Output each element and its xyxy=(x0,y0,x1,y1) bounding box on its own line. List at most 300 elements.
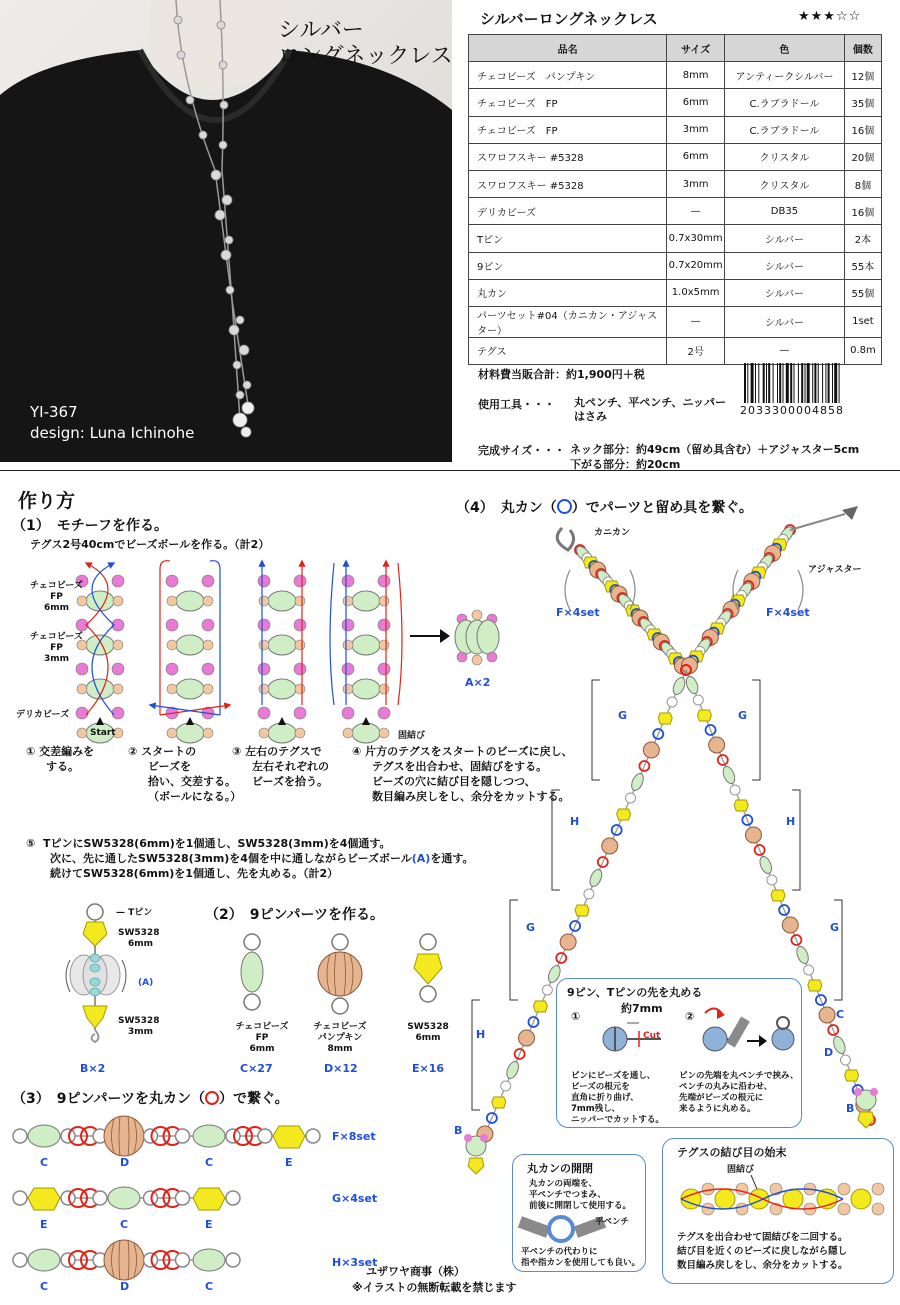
label-g-left2: G xyxy=(526,921,536,934)
fp-bead xyxy=(176,723,204,743)
fp-bead xyxy=(352,591,380,611)
label-c-right: C xyxy=(836,1008,845,1021)
start-marker xyxy=(278,717,286,725)
fp-bead xyxy=(352,723,380,743)
delica-bead xyxy=(294,707,306,719)
step1-desc-3: ③ 左右のテグスで 左右それぞれの ビーズを拾う。 xyxy=(232,745,329,788)
step1-subtitle: テグス2号40cmでビーズボールを作る。（計2） xyxy=(30,538,270,551)
pin-loop xyxy=(767,875,777,885)
start-marker xyxy=(96,717,104,725)
count-d: D×12 xyxy=(324,1062,358,1075)
table-row xyxy=(469,306,882,337)
label-g-left1: G xyxy=(618,709,628,722)
label-tpin: — Tピン xyxy=(116,908,153,918)
pumpkin-bead xyxy=(709,737,725,753)
start-marker xyxy=(362,717,370,725)
pumpkin-bead xyxy=(104,1116,144,1156)
crystal-bead xyxy=(575,905,589,916)
barcode-bar xyxy=(786,363,789,403)
fp3-bead xyxy=(167,640,177,650)
knot-small-bead xyxy=(838,1203,850,1215)
delica-bead xyxy=(112,575,124,587)
table-cell: — xyxy=(667,198,725,225)
knot-small-bead xyxy=(736,1203,748,1215)
pin-loop xyxy=(93,1191,107,1205)
barcode-bar xyxy=(747,363,748,403)
bracket-h-left1 xyxy=(552,790,560,890)
delica-bead xyxy=(378,575,390,587)
ring-red-icon xyxy=(205,1091,219,1105)
fp3-bead xyxy=(259,596,269,606)
fp3-bead xyxy=(259,684,269,694)
table-cell: シルバー xyxy=(725,279,845,306)
crystal-bead xyxy=(845,1070,859,1081)
crystal-bead xyxy=(658,713,672,724)
table-cell: クリスタル xyxy=(725,143,845,170)
barcode-bar xyxy=(794,363,795,403)
table-cell: チェコビーズ パンプキン xyxy=(469,62,667,89)
crystal-bead xyxy=(734,800,748,811)
fp-bead xyxy=(794,945,810,965)
fp3-bead xyxy=(379,640,389,650)
delica-bead xyxy=(378,663,390,675)
fp3-bead xyxy=(295,596,305,606)
table-cell: パーツセット#04（カニカン・アジャスター） xyxy=(469,306,667,337)
fp-bead xyxy=(671,676,687,696)
knot-bead xyxy=(715,1189,735,1209)
pin-loop xyxy=(840,1055,850,1065)
label-d-right: D xyxy=(824,1046,834,1059)
barcode-bar xyxy=(828,363,830,403)
table-cell: 35個 xyxy=(844,89,881,116)
delica-bead xyxy=(258,575,270,587)
bracket-g-left1 xyxy=(592,680,600,780)
fp3-bead xyxy=(113,640,123,650)
table-cell: チェコビーズ FP xyxy=(469,116,667,143)
bracket-g-right2 xyxy=(834,900,842,1000)
fp3-bead xyxy=(259,728,269,738)
count-a: A×2 xyxy=(465,676,491,689)
table-row xyxy=(469,170,882,197)
thread-blue xyxy=(330,563,334,705)
pumpkin-bead xyxy=(602,838,618,854)
pin-loop xyxy=(306,1129,320,1143)
table-cell: 9ピン xyxy=(469,252,667,279)
part-e-icon xyxy=(414,934,442,1002)
delica-bead xyxy=(378,619,390,631)
part-c-label: チェコビーズ FP 6mm xyxy=(235,1022,289,1054)
table-cell: アンティークシルバー xyxy=(725,62,845,89)
fp3-bead xyxy=(343,640,353,650)
barcode-bar xyxy=(783,363,784,403)
pin-parts-diagram xyxy=(220,930,460,1020)
crystal-bead xyxy=(28,1188,60,1210)
step2-title: （2） 9ピンパーツを作る。 xyxy=(205,907,384,923)
barcode-bar xyxy=(777,363,778,403)
connected-parts-diagram xyxy=(14,1112,324,1292)
fp-bead xyxy=(684,675,700,695)
table-cell: 0.7x20mm xyxy=(667,252,725,279)
label-f4-left: F×4set xyxy=(556,606,600,619)
delica-bead xyxy=(76,707,88,719)
delica-bead xyxy=(342,619,354,631)
barcode-bar xyxy=(807,363,810,403)
strand-upper-right xyxy=(681,524,796,675)
pumpkin-bead xyxy=(519,1030,535,1046)
knot-bead xyxy=(783,1189,803,1209)
table-row xyxy=(469,225,882,252)
pin-loop xyxy=(693,695,703,705)
barcode-bar xyxy=(822,363,823,403)
count-g: G×4set xyxy=(332,1192,378,1205)
lobster-clasp-icon xyxy=(557,528,573,550)
table-cell: 6mm xyxy=(667,89,725,116)
pin-loop xyxy=(176,1253,190,1267)
chain-f-label: C xyxy=(205,1156,214,1169)
step1-desc-4: ④ 片方のテグスをスタートのビーズに戻し、 テグスを出合わせ、固結びをする。 ビーズの穴に結び目を隠しつつ、 数目編み戻しをし、余分をカットする。 xyxy=(352,745,573,803)
photo-caption xyxy=(30,402,194,444)
knot-finish-panel xyxy=(662,1138,894,1284)
label-g-right2: G xyxy=(830,921,840,934)
table-row xyxy=(469,198,882,225)
product-photo xyxy=(0,0,452,462)
fp-bead xyxy=(176,679,204,699)
fp3-bead xyxy=(379,684,389,694)
delica-bead xyxy=(258,619,270,631)
table-cell: シルバー xyxy=(725,252,845,279)
fp-bead xyxy=(86,635,114,655)
table-cell: 0.7x30mm xyxy=(667,225,725,252)
beadball-stage-1 xyxy=(76,563,124,743)
start-marker xyxy=(186,717,194,725)
knot-small-bead xyxy=(872,1183,884,1195)
table-cell: 2本 xyxy=(844,225,881,252)
barcode-number: 2033300004858 xyxy=(740,404,844,417)
fp-bead xyxy=(831,1035,847,1055)
fp3-bead xyxy=(203,684,213,694)
label-h-left2: H xyxy=(476,1028,486,1041)
knot-bead xyxy=(851,1189,871,1209)
pin-rounding-panel xyxy=(556,978,802,1128)
fp-bead xyxy=(176,591,204,611)
fp-bead xyxy=(86,591,114,611)
barcode-bar xyxy=(832,363,833,403)
pin-cut-label: Cut xyxy=(643,1031,661,1041)
pumpkin-bead xyxy=(745,827,761,843)
pendant-delica xyxy=(464,1134,472,1142)
product-code: YI-367 xyxy=(30,403,78,421)
pumpkin-bead xyxy=(560,934,576,950)
section-divider xyxy=(0,470,900,471)
pin-loop xyxy=(667,697,677,707)
pin-panel-title: 9ピン、Tピンの先を丸める xyxy=(567,986,703,999)
pendant-b-icon xyxy=(464,1134,488,1174)
chain-f xyxy=(13,1116,320,1156)
fp3-bead xyxy=(379,596,389,606)
table-cell: 3mm xyxy=(667,116,725,143)
fp-bead xyxy=(193,1125,225,1147)
f-set-arc xyxy=(565,570,570,610)
pin-loop xyxy=(626,793,636,803)
pumpkin-bead xyxy=(782,917,798,933)
materials-col-header: サイズ xyxy=(667,35,725,62)
table-row xyxy=(469,252,882,279)
chain-g-label: E xyxy=(205,1218,213,1231)
crystal-bead xyxy=(771,890,785,901)
chain-f-label: D xyxy=(120,1156,130,1169)
size-values xyxy=(570,442,859,472)
table-cell: Tピン xyxy=(469,225,667,252)
knot-panel-label: 固結び xyxy=(727,1165,755,1175)
fp-bead xyxy=(268,679,296,699)
pin-loop xyxy=(226,1191,240,1205)
difficulty-stars: ★★★☆☆ xyxy=(798,9,862,24)
barcode-bar xyxy=(758,363,759,403)
knot-small-bead xyxy=(872,1203,884,1215)
delica-bead xyxy=(294,663,306,675)
barcode-bar xyxy=(801,363,803,403)
chain-g-label: C xyxy=(120,1218,129,1231)
table-row xyxy=(469,116,882,143)
pin-loop xyxy=(226,1253,240,1267)
delica-bead xyxy=(294,575,306,587)
barcode-bar xyxy=(744,363,746,403)
delica-bead xyxy=(112,663,124,675)
pin-length: 約7mm xyxy=(621,1002,663,1015)
fp-bead xyxy=(268,591,296,611)
count-f: F×8set xyxy=(332,1130,376,1143)
fp3-bead xyxy=(379,728,389,738)
product-title: シルバーロングネックレス xyxy=(480,10,658,28)
pumpkin-bead xyxy=(104,1240,144,1280)
step5-text: ⑤ TピンにSW5328(6mm)を1個通し、SW5328(3mm)を4個通す。 次に、先に通したSW5328(3mm)を4個を中に通しながらビーズボール(A)を通す。 続けてSW5328(6mm)を1個通し、先を丸める。（計2） xyxy=(26,837,474,880)
count-b: B×2 xyxy=(80,1062,106,1075)
pin-step2-desc: ピンの先端を丸ペンチで挟み、 ペンチの丸みに沿わせ、 先端がビーズの根元に 来るように丸める。 xyxy=(679,1071,799,1114)
barcode-bar xyxy=(751,363,754,403)
f-set-arc xyxy=(798,570,803,610)
tools-line1: 丸ペンチ、平ペンチ、ニッパー xyxy=(574,396,727,409)
pendant-delica xyxy=(480,1134,488,1142)
fp3-bead xyxy=(295,728,305,738)
crystal-bead xyxy=(697,710,711,721)
beadball-stage-4 xyxy=(330,561,402,743)
beadball-stage-2 xyxy=(150,561,230,743)
table-row xyxy=(469,279,882,306)
fp3-bead xyxy=(343,728,353,738)
table-cell: シルバー xyxy=(725,306,845,337)
label-b-right: B xyxy=(846,1102,855,1115)
copyright-note: ※イラストの無断転載を禁じます xyxy=(352,1281,517,1294)
materials-col-header: 色 xyxy=(725,35,845,62)
knot-panel-title: テグスの結び目の始末 xyxy=(677,1146,787,1159)
label-fp6: チェコビーズ FP 6mm xyxy=(30,581,83,613)
beadball-stage-3 xyxy=(258,561,306,743)
chain-h-label: C xyxy=(40,1280,49,1293)
chain-g-label: E xyxy=(40,1218,48,1231)
fp-bead xyxy=(758,855,774,875)
fp-bead xyxy=(108,1187,140,1209)
table-cell: — xyxy=(667,306,725,337)
delica-bead xyxy=(166,663,178,675)
materials-header-row xyxy=(469,35,882,62)
fp-bead xyxy=(176,635,204,655)
barcode-bar xyxy=(763,363,765,403)
thread-red xyxy=(398,563,402,705)
adjuster-tip-icon xyxy=(842,506,858,520)
ring-panel-note: 平ペンチの代わりに 指や指カンを使用しても良い。 xyxy=(521,1247,641,1268)
chain-h-label: D xyxy=(120,1280,130,1293)
table-row xyxy=(469,337,882,364)
part-d-icon xyxy=(318,934,362,1014)
delica-bead xyxy=(202,575,214,587)
fp-bead xyxy=(268,723,296,743)
delica-bead xyxy=(342,575,354,587)
fp3-bead xyxy=(203,640,213,650)
material-price: 材料費当販合計：約1,900円＋税 xyxy=(478,368,645,381)
label-sw6: SW5328 6mm xyxy=(118,928,160,949)
materials-table xyxy=(468,34,882,365)
table-cell: 丸カン xyxy=(469,279,667,306)
fp3-bead xyxy=(167,684,177,694)
table-cell: 1set xyxy=(844,306,881,337)
ring-open-panel xyxy=(512,1154,646,1272)
knot-small-bead xyxy=(838,1183,850,1195)
knot-small-bead xyxy=(736,1183,748,1195)
part-c-icon xyxy=(241,934,263,1010)
crystal-bead xyxy=(492,1097,506,1108)
pin-step2-num: ② xyxy=(685,1010,695,1023)
label-sw3: SW5328 3mm xyxy=(118,1016,160,1037)
fp-bead xyxy=(268,635,296,655)
label-b-left: B xyxy=(454,1124,463,1137)
table-cell: スワロフスキー #5328 xyxy=(469,170,667,197)
bracket-h-left2 xyxy=(472,1000,480,1110)
delica-bead xyxy=(258,663,270,675)
label-f4-right: F×4set xyxy=(766,606,810,619)
crystal-bead xyxy=(617,809,631,820)
table-cell: シルバー xyxy=(725,225,845,252)
materials-col-header: 品名 xyxy=(469,35,667,62)
barcode-bar xyxy=(818,363,819,403)
fp3-bead xyxy=(203,596,213,606)
pumpkin-bead xyxy=(643,742,659,758)
photo-title xyxy=(278,18,452,70)
size-line1: ネック部分：約49cm（留め具含む）＋アジャスター5cm xyxy=(570,443,860,456)
table-cell: 55個 xyxy=(844,279,881,306)
table-cell: 16個 xyxy=(844,116,881,143)
count-c: C×27 xyxy=(240,1062,273,1075)
table-cell: 20個 xyxy=(844,143,881,170)
step3-title: （3） 9ピンパーツを丸カン（ ）で繋ぐ。 xyxy=(12,1091,289,1107)
size-line2: 下がる部分：約20cm xyxy=(570,458,681,471)
fp3-bead xyxy=(113,684,123,694)
fp-bead xyxy=(352,679,380,699)
table-cell: — xyxy=(725,337,845,364)
pin-loop xyxy=(730,785,740,795)
barcode-bar xyxy=(773,363,774,403)
barcode-bar xyxy=(779,363,781,403)
pin-loop xyxy=(13,1191,27,1205)
ring-panel-title: 丸カンの開閉 xyxy=(527,1162,593,1175)
fp3-bead xyxy=(259,640,269,650)
table-cell: チェコビーズ FP xyxy=(469,89,667,116)
materials-col-header: 個数 xyxy=(844,35,881,62)
label-fp3: チェコビーズ FP 3mm xyxy=(30,632,83,664)
pin-loop xyxy=(13,1129,27,1143)
label-knot: 固結び xyxy=(398,731,426,741)
label-start: Start xyxy=(90,728,116,738)
fp3-bead xyxy=(295,640,305,650)
chain-g xyxy=(13,1187,240,1210)
delica-bead xyxy=(378,707,390,719)
pin-loop xyxy=(176,1129,190,1143)
delica-bead xyxy=(342,707,354,719)
label-h-left1: H xyxy=(570,815,580,828)
knot-panel-desc: テグスを出合わせて固結びを二回する。 結び目を近くのビーズに戻しながら隠し 数目編み戻しをし、余分をカットする。 xyxy=(677,1232,848,1271)
designer-credit: design: Luna Ichinohe xyxy=(30,424,195,442)
table-cell: テグス xyxy=(469,337,667,364)
fp3-bead xyxy=(343,596,353,606)
fp-bead xyxy=(352,635,380,655)
table-cell: C.ラブラドール xyxy=(725,116,845,143)
fp3-bead xyxy=(167,596,177,606)
table-cell: 8mm xyxy=(667,62,725,89)
table-cell: クリスタル xyxy=(725,170,845,197)
pin-loop xyxy=(176,1191,190,1205)
table-cell: 12個 xyxy=(844,62,881,89)
ring-plier-label: 平ペンチ xyxy=(595,1217,630,1227)
pendant-delica xyxy=(854,1088,862,1096)
part-d-label: チェコビーズ パンプキン 8mm xyxy=(313,1022,367,1054)
fp3-bead xyxy=(113,596,123,606)
photo-title-line2: ロングネックレス xyxy=(278,44,453,69)
fp-bead xyxy=(721,765,737,785)
fp3-bead xyxy=(203,728,213,738)
fp-bead xyxy=(193,1249,225,1271)
delica-bead xyxy=(202,619,214,631)
crystal-bead xyxy=(533,1001,547,1012)
fp-bead xyxy=(629,772,645,792)
crystal-bead xyxy=(808,980,822,991)
label-adjuster: アジャスター xyxy=(808,565,862,575)
barcode-bar xyxy=(766,363,767,403)
knot-pointer xyxy=(751,1175,757,1189)
bracket-g-right1 xyxy=(752,680,760,780)
howto-title: 作り方 xyxy=(18,490,76,512)
barcode-bar xyxy=(755,363,756,403)
chain-f-label: E xyxy=(285,1156,293,1169)
part-e-label: SW5328 6mm xyxy=(407,1022,449,1043)
materials-body xyxy=(469,62,882,365)
delica-bead xyxy=(202,663,214,675)
fp-bead xyxy=(28,1125,60,1147)
crystal-bead xyxy=(273,1126,305,1148)
adjuster-chain-icon xyxy=(790,514,845,530)
barcode-bar xyxy=(768,363,770,403)
barcode-bar xyxy=(798,363,799,403)
pin-loop xyxy=(542,985,552,995)
delica-bead xyxy=(166,619,178,631)
count-e: E×16 xyxy=(412,1062,445,1075)
fp3-bead xyxy=(343,684,353,694)
table-cell: 1.0x5mm xyxy=(667,279,725,306)
pin-loop xyxy=(13,1253,27,1267)
chain-h-label: C xyxy=(205,1280,214,1293)
tools-label: 使用工具・・・ xyxy=(478,398,555,411)
table-cell: スワロフスキー #5328 xyxy=(469,143,667,170)
pendant-crystal xyxy=(468,1158,484,1174)
pin-loop xyxy=(258,1129,272,1143)
